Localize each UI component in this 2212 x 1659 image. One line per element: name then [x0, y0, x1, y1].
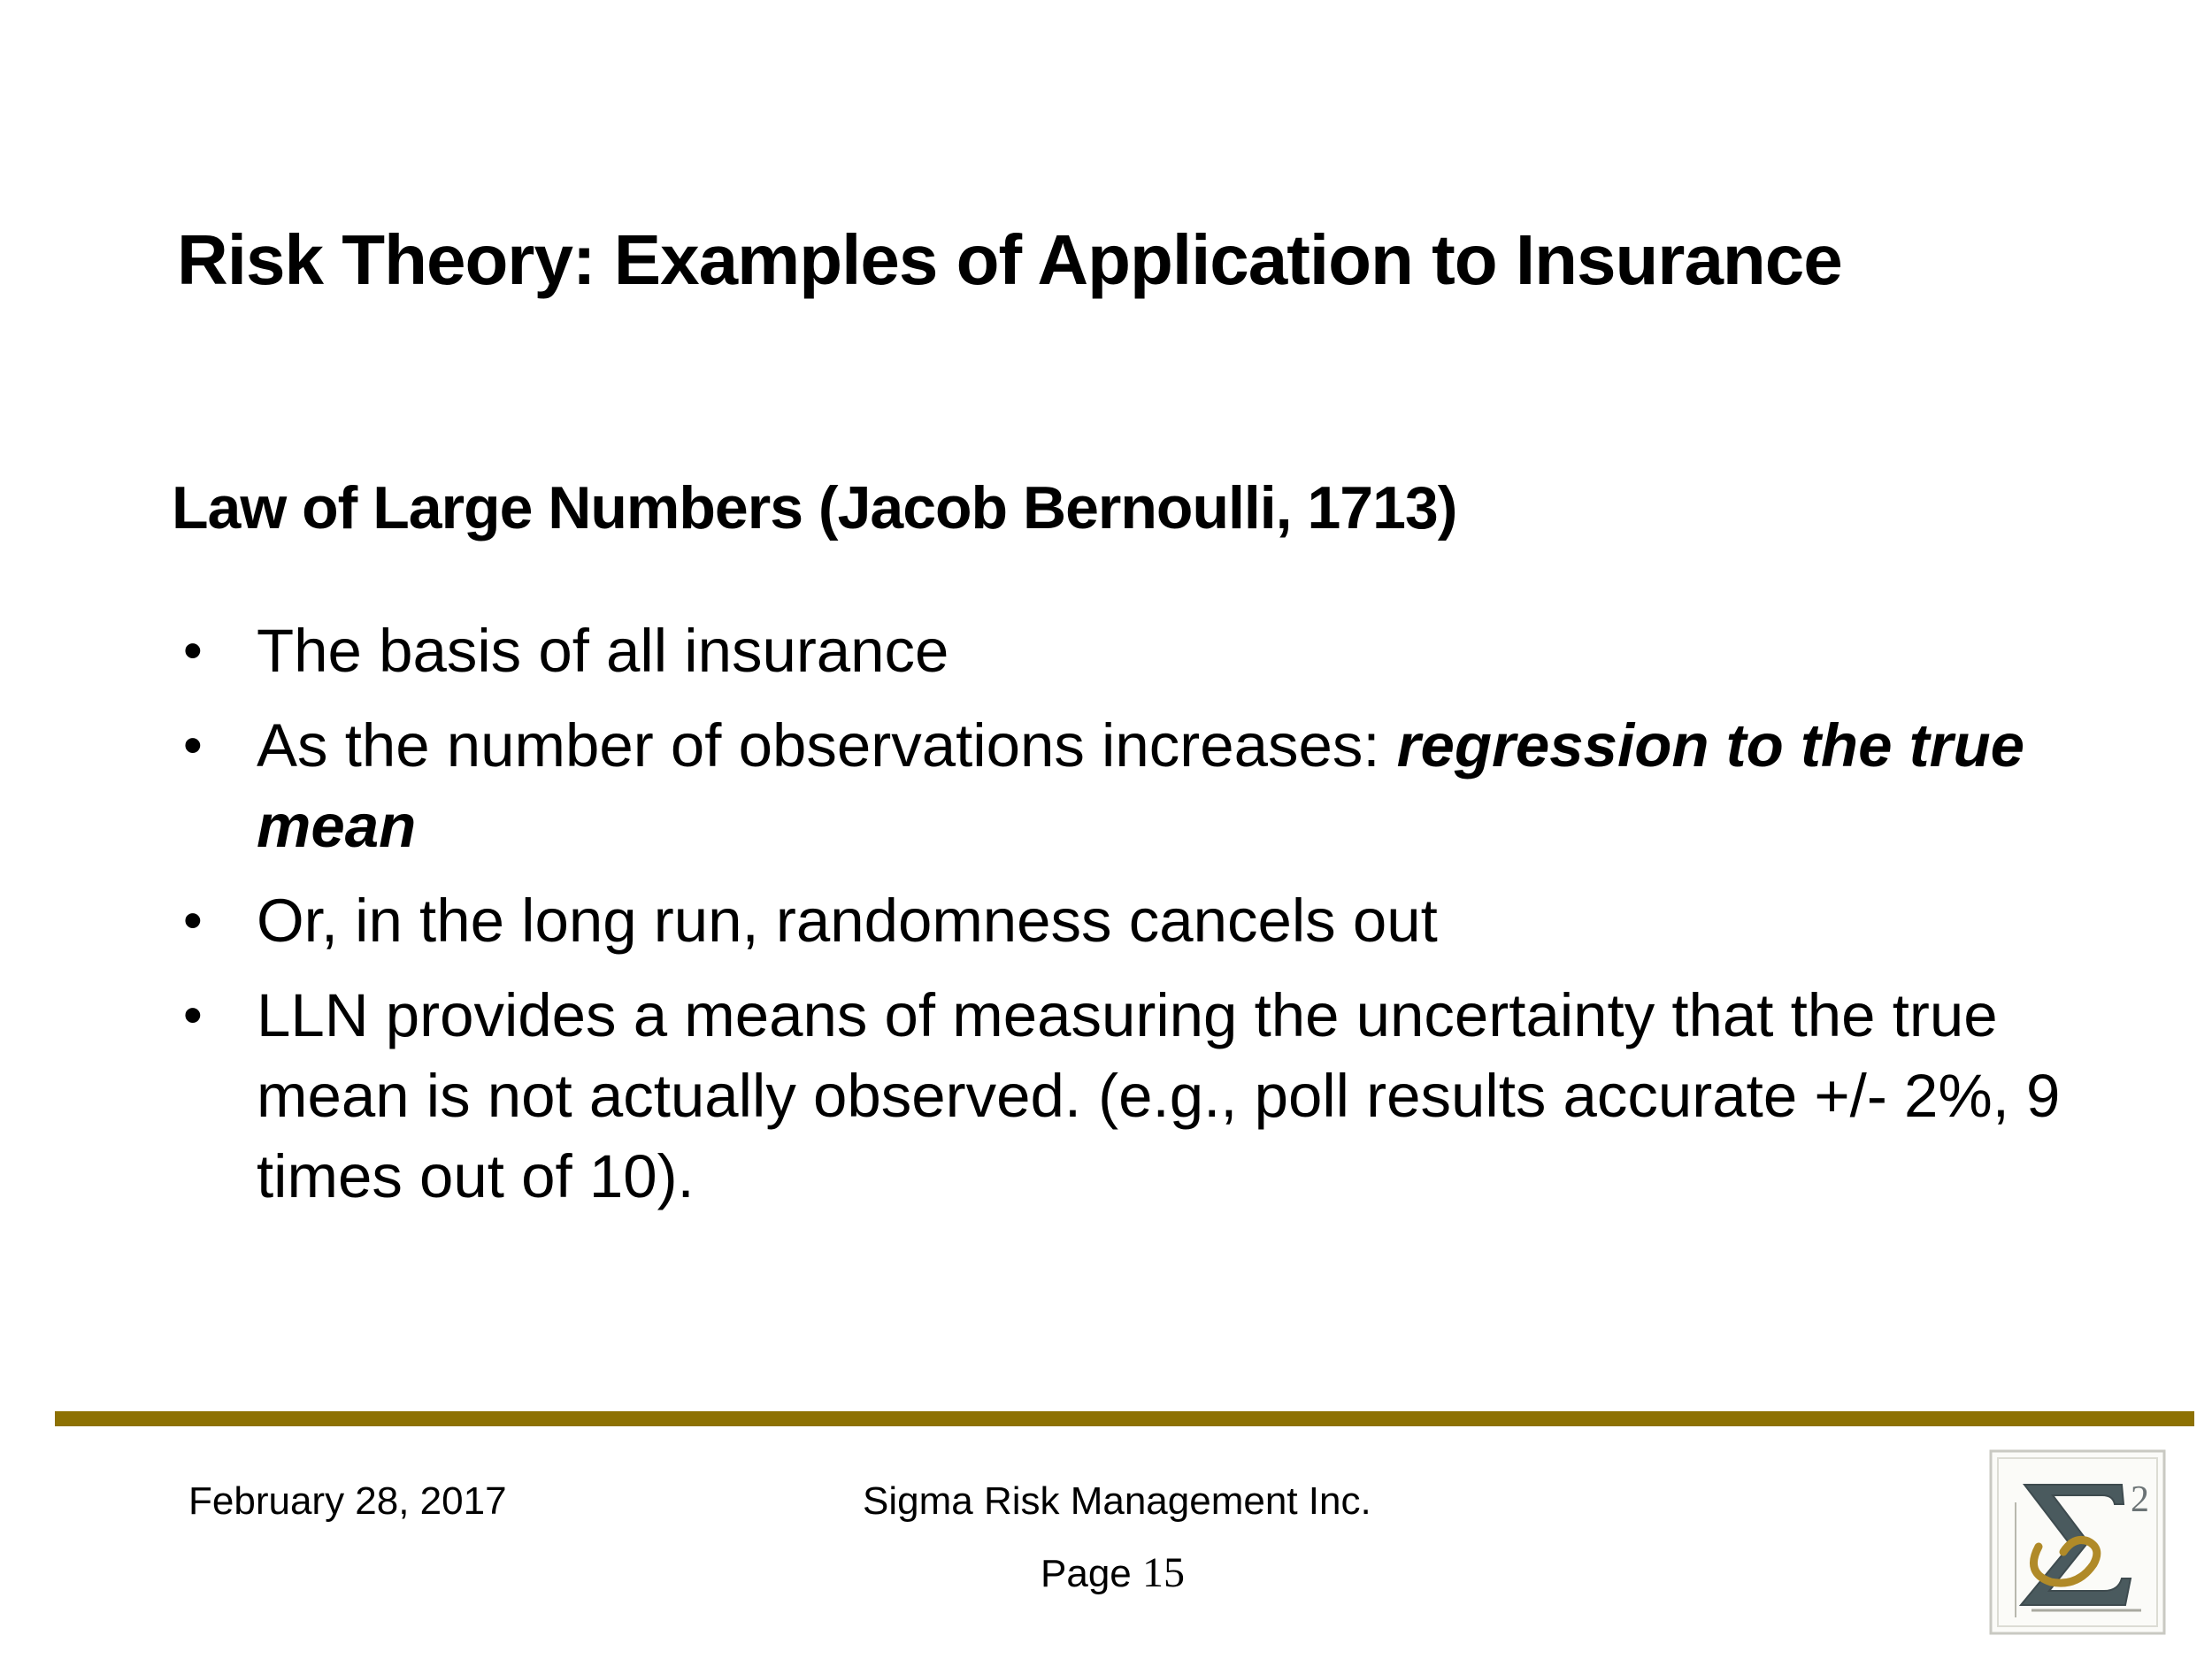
- footer-page: [1041, 1548, 1185, 1597]
- footer-company: Sigma Risk Management Inc.: [863, 1479, 1371, 1523]
- logo-superscript: 2: [2131, 1479, 2149, 1520]
- bullet-list: [173, 611, 2101, 1231]
- bullet-item: [173, 975, 2101, 1217]
- bullet-dot: •: [183, 715, 203, 776]
- page-number: 15: [1142, 1549, 1185, 1596]
- footer-date: February 28, 2017: [188, 1479, 507, 1523]
- section-heading: Law of Large Numbers (Jacob Bernoulli, 1713): [172, 474, 1457, 541]
- bullet-text: Or, in the long run, randomness cancels out: [257, 887, 1438, 955]
- bullet-item: [173, 705, 2101, 866]
- bullet-item: [173, 880, 2101, 961]
- bullet-text: LLN provides a means of measuring the uncertainty that the true mean is not actually observed. (e.g., poll results accurate +/- 2%, 9 times out of 10).: [257, 981, 2061, 1210]
- bullet-dot: •: [183, 620, 203, 681]
- bullet-dot: •: [183, 985, 203, 1046]
- footer-divider: [55, 1411, 2194, 1426]
- sigma-squared-logo-icon: [1989, 1449, 2166, 1635]
- bullet-text: As the number of observations increases:: [257, 711, 1397, 780]
- bullet-text: The basis of all insurance: [257, 617, 949, 685]
- bullet-emphasis: regression to the true mean: [257, 711, 2024, 860]
- slide-title: Risk Theory: Examples of Application to Insurance: [177, 220, 1842, 299]
- bullet-item: [173, 611, 2101, 691]
- bullet-dot: •: [183, 890, 203, 951]
- page-label: Page: [1041, 1552, 1132, 1595]
